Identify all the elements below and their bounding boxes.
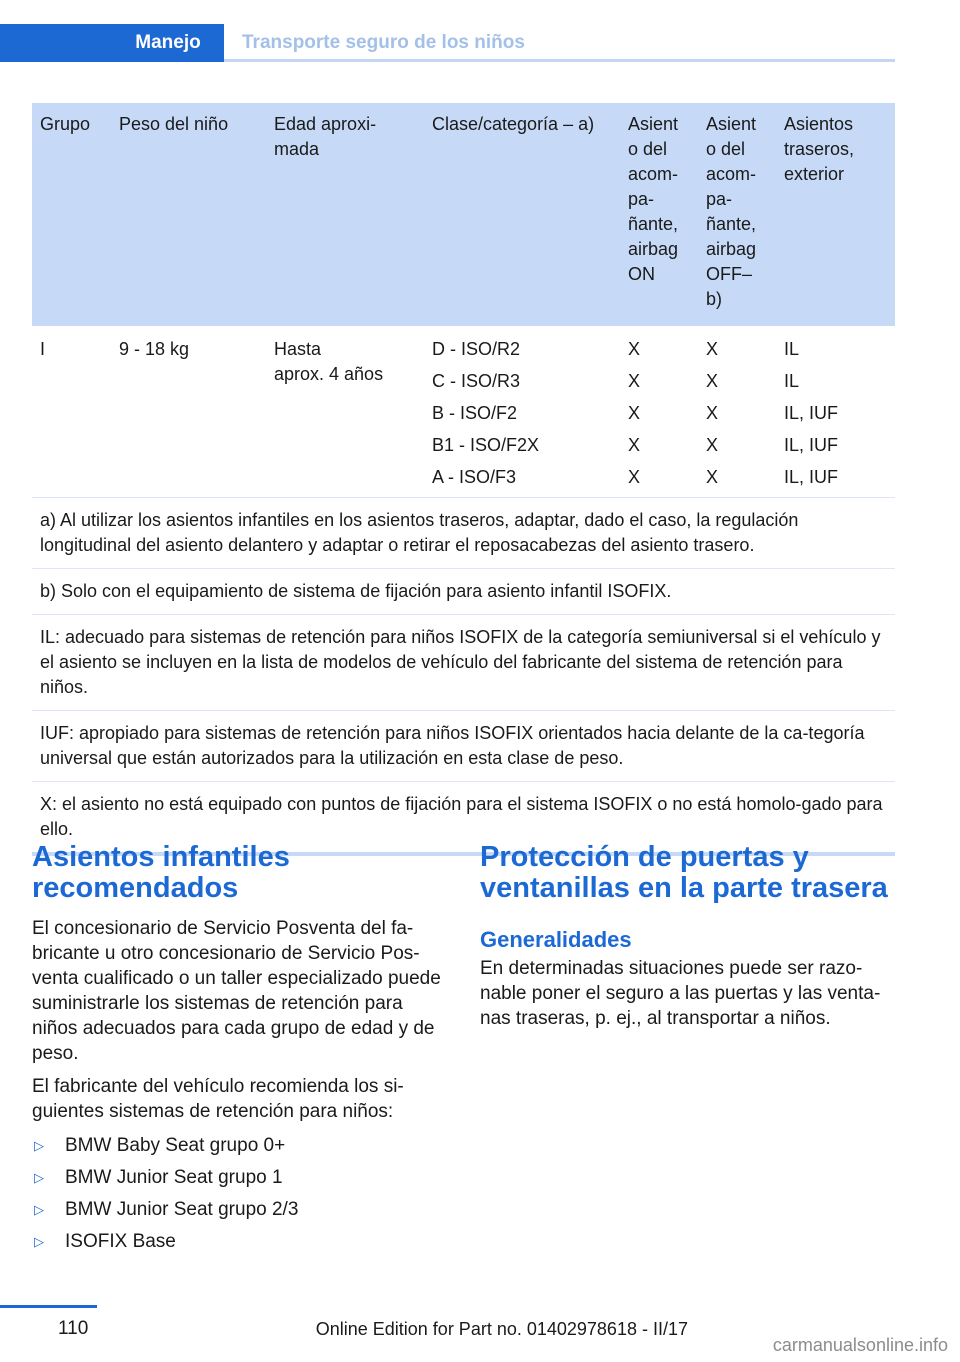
mark: IL — [784, 371, 800, 391]
right-column — [480, 842, 895, 1031]
mark: IL, IUF — [784, 467, 839, 487]
col-header-airbag-off: Asient o del acom- pa- ñante, airbag OFF– b) — [698, 103, 776, 326]
mark: X — [628, 403, 641, 423]
recommended-seats-list — [32, 1130, 442, 1258]
list-item — [32, 1130, 442, 1162]
page-header — [0, 24, 895, 62]
col-header-rear: Asientos traseros, exterior — [776, 103, 895, 326]
cell-classes — [424, 326, 620, 498]
cell-airbag-on — [620, 326, 698, 498]
list-item-label: ISOFIX Base — [65, 1231, 176, 1252]
edition-note: Online Edition for Part no. 01402978618 - II/17 — [315, 1319, 688, 1339]
table-note: a) Al utilizar los asientos infantiles en los asientos traseros, adaptar, dado el caso, la regulación longitudinal del asiento delantero y adaptar o retirar el reposacabezas del asiento trasero. — [32, 498, 895, 569]
triangle-bullet-icon: ▷ — [34, 1138, 44, 1153]
list-item — [32, 1162, 442, 1194]
cell-group: I — [32, 326, 111, 498]
mark: IL, IUF — [784, 435, 839, 455]
paragraph: El concesionario de Servicio Posventa del fa-bricante u otro concesionario de Servicio Pos-venta cualificado o un taller especializado puede suministrarle los sistemas de retención para niños adecuados para cada grupo de edad y de peso. — [32, 918, 441, 1064]
mark: IL, IUF — [784, 403, 839, 423]
cell-age: Hasta aprox. 4 años — [266, 326, 424, 498]
mark: X — [628, 435, 641, 455]
table-header-row — [32, 103, 895, 326]
section-title-door-protection: Protección de puertas y ventanillas en la parte trasera — [480, 841, 888, 904]
col-header-weight: Peso del niño — [111, 103, 266, 326]
mark: IL — [784, 339, 800, 359]
list-item — [32, 1194, 442, 1226]
left-column — [32, 842, 442, 1258]
list-item-label: BMW Baby Seat grupo 0+ — [65, 1135, 286, 1156]
cell-airbag-off — [698, 326, 776, 498]
col-header-class: Clase/categoría – a) — [424, 103, 620, 326]
class-item: B - ISO/F2 — [432, 403, 518, 423]
cell-rear — [776, 326, 895, 498]
col-header-airbag-on: Asient o del acom- pa- ñante, airbag ON — [620, 103, 698, 326]
header-rule — [224, 59, 895, 62]
class-item: B1 - ISO/F2X — [432, 435, 540, 455]
subsection-title: Generalidades — [480, 927, 632, 952]
mark: X — [706, 371, 719, 391]
mark: X — [628, 371, 641, 391]
section-title-child-seats: Asientos infantiles recomendados — [32, 841, 290, 904]
list-item-label: BMW Junior Seat grupo 1 — [65, 1167, 283, 1188]
page-number: 110 — [58, 1318, 89, 1339]
cell-weight: 9 - 18 kg — [111, 326, 266, 498]
list-item-label: BMW Junior Seat grupo 2/3 — [65, 1199, 299, 1220]
header-accent-bar — [0, 24, 112, 62]
header-section-tab[interactable]: Manejo — [112, 24, 224, 62]
table-note: IL: adecuado para sistemas de retención para niños ISOFIX de la categoría semiuniversal si el vehículo y el asiento se incluyen en la lista de modelos de vehículo del fabricante del sistema de retención para niños. — [32, 615, 895, 711]
col-header-age: Edad aproxi- mada — [266, 103, 424, 326]
table-note: IUF: apropiado para sistemas de retención para niños ISOFIX orientados hacia delante de la ca-tegoría universal que están autorizados para la utilización en esta clase de peso. — [32, 711, 895, 782]
triangle-bullet-icon: ▷ — [34, 1234, 44, 1249]
list-item — [32, 1226, 442, 1258]
paragraph: En determinadas situaciones puede ser razo-nable poner el seguro a las puertas y las venta-nas traseras, p. ej., al transportar a niños. — [480, 958, 881, 1029]
mark: X — [706, 339, 719, 359]
class-item: C - ISO/R3 — [432, 371, 521, 391]
watermark[interactable]: carmanualsonline.info — [772, 1335, 948, 1355]
triangle-bullet-icon: ▷ — [34, 1170, 44, 1185]
mark: X — [706, 403, 719, 423]
mark: X — [706, 467, 719, 487]
mark: X — [706, 435, 719, 455]
class-item: D - ISO/R2 — [432, 339, 521, 359]
mark: X — [628, 339, 641, 359]
triangle-bullet-icon: ▷ — [34, 1202, 44, 1217]
isofix-table — [32, 103, 895, 856]
table-row — [32, 326, 895, 498]
class-item: A - ISO/F3 — [432, 467, 517, 487]
footer-rule — [0, 1305, 97, 1308]
table-note: X: el asiento no está equipado con puntos de fijación para el sistema ISOFIX o no está homolo-gado para ello. — [32, 782, 895, 855]
paragraph: El fabricante del vehículo recomienda los si-guientes sistemas de retención para niños: — [32, 1076, 404, 1122]
header-subsection[interactable]: Transporte seguro de los niños — [242, 32, 525, 53]
col-header-group: Grupo — [32, 103, 111, 326]
mark: X — [628, 467, 641, 487]
table-note: b) Solo con el equipamiento de sistema de fijación para asiento infantil ISOFIX. — [32, 569, 895, 615]
